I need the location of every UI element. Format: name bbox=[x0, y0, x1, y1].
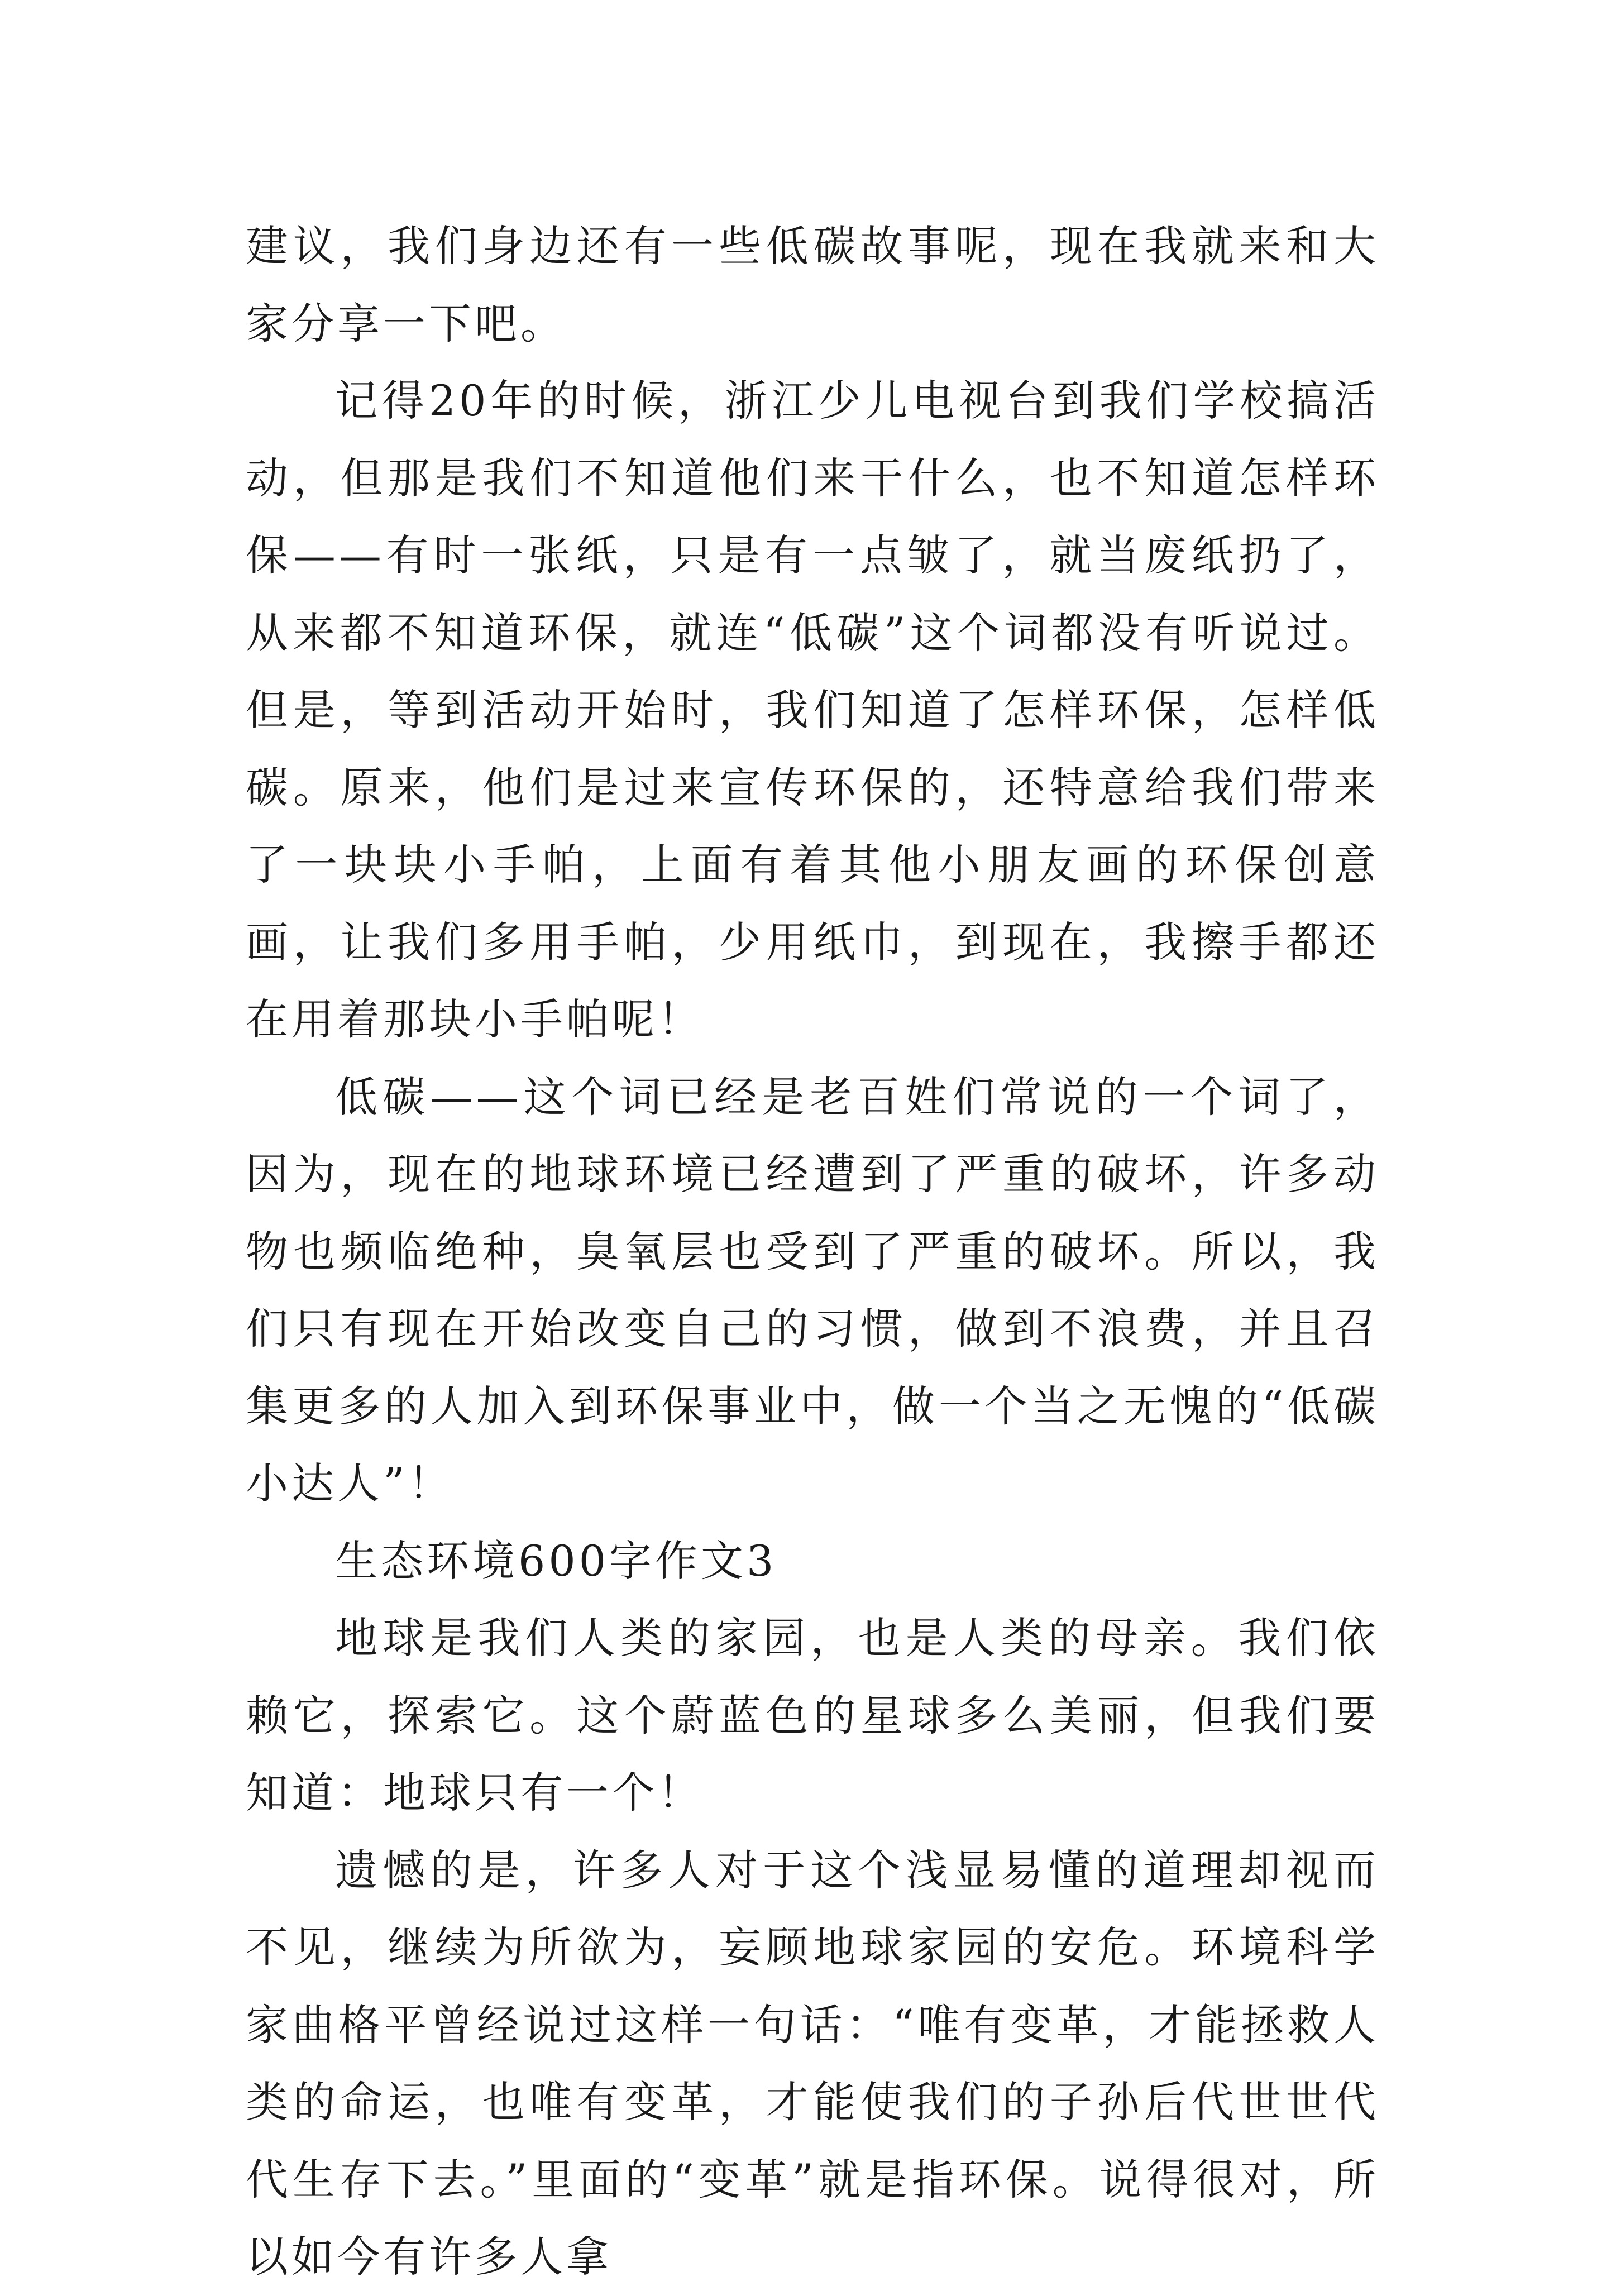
paragraph-tv-station-story: 记得20年的时候，浙江少儿电视台到我们学校搞活动，但那是我们不知道他们来干什么，也不知道怎样环保——有时一张纸，只是有一点皱了，就当废纸扔了，从来都不知道环保，就连“低碳”这个词都没有听说过。但是，等到活动开始时，我们知道了怎样环保，怎样低碳。原来，他们是过来宣传环保的，还特意给我们带来了一块块小手帕，上面有着其他小朋友画的环保创意画，让我们多用手帕，少用纸巾，到现在，我擦手都还在用着那块小手帕呢！ bbox=[246, 376, 1379, 1044]
paragraph-low-carbon: 低碳——这个词已经是老百姓们常说的一个词了，因为，现在的地球环境已经遭到了严重的破坏，许多动物也频临绝种，臭氧层也受到了严重的破坏。所以，我们只有现在开始改变自己的习惯，做到不浪费，并且召集更多的人加入到环保事业中，做一个当之无愧的“低碳小达人”！ bbox=[246, 1072, 1379, 1508]
paragraph-regret: 遗憾的是，许多人对于这个浅显易懂的道理却视而不见，继续为所欲为，妄顾地球家园的安危。环境科学家曲格平曾经说过这样一句话：“唯有变革，才能拯救人类的命运，也唯有变革，才能使我们的子孙后代世世代代生存下去。”里面的“变革”就是指环保。说得很对，所以如今有许多人拿 bbox=[246, 1845, 1379, 2281]
document-body bbox=[246, 208, 1379, 2296]
paragraph-continuation: 建议，我们身边还有一些低碳故事呢，现在我就来和大家分享一下吧。 bbox=[246, 221, 1379, 348]
section-heading: 生态环境600字作文3 bbox=[335, 1536, 777, 1586]
paragraph-earth-home: 地球是我们人类的家园，也是人类的母亲。我们依赖它，探索它。这个蔚蓝色的星球多么美丽，但我们要知道：地球只有一个！ bbox=[246, 1613, 1379, 1817]
